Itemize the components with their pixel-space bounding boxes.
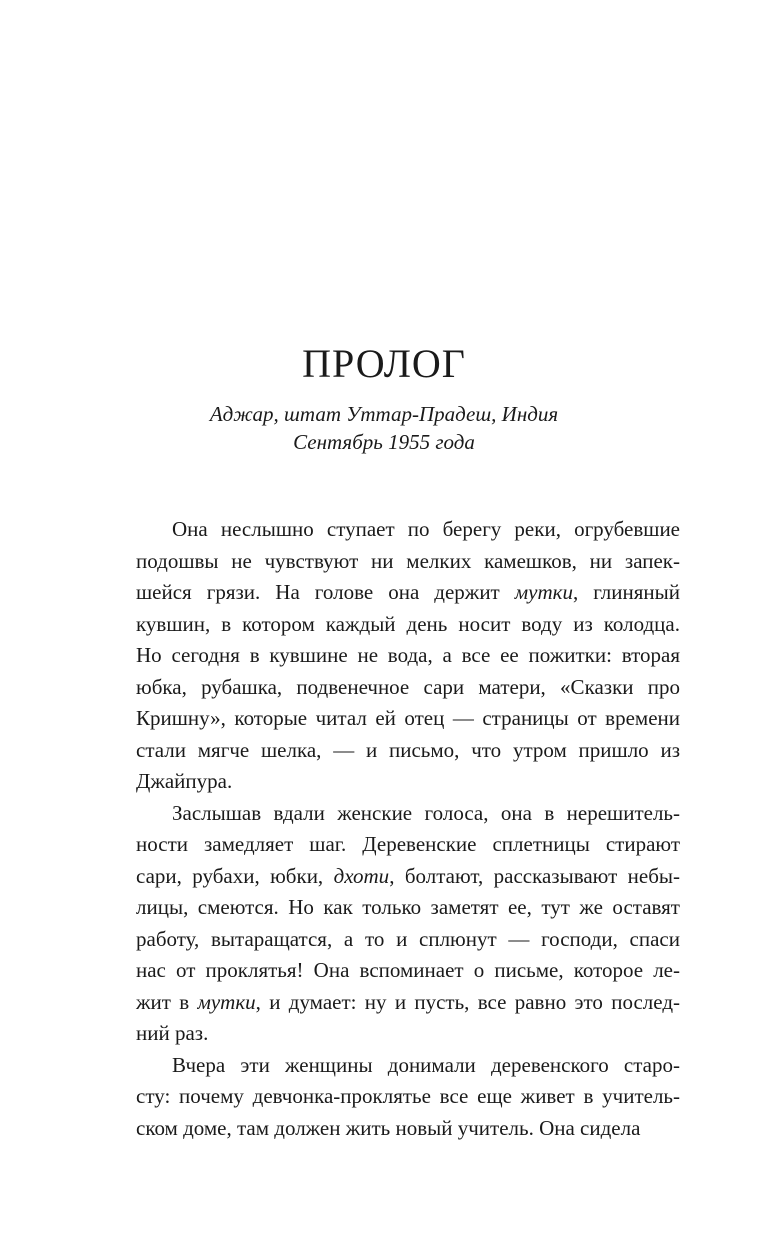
text-line — [136, 798, 680, 830]
text-run: ний раз. — [136, 1021, 209, 1045]
text-line — [136, 892, 680, 924]
text-line — [136, 1018, 680, 1050]
text-run: работу, вытаращатся, а то и сплюнут — господи, спаси — [136, 926, 680, 951]
text-run: Но сегодня в кувшине не вода, а все ее пожитки: вторая — [136, 643, 680, 667]
text-line — [136, 577, 680, 609]
text-line — [136, 1050, 680, 1082]
text-line — [136, 672, 680, 704]
text-run: , болтают, рассказывают небы- — [389, 863, 681, 888]
text-run: Заслышав вдали женские голоса, она в нерешитель- — [172, 800, 680, 825]
text-run: лицы, смеются. Но как только заметят ее, тут же оставят — [136, 895, 680, 919]
text-line — [136, 514, 680, 546]
chapter-date: Сентябрь 1955 года — [293, 430, 475, 454]
text-line — [136, 1113, 680, 1145]
text-run: ском доме, там должен жить новый учитель. Она сидела — [136, 1115, 641, 1140]
paragraph — [136, 1050, 680, 1145]
text-run: Вчера эти женщины донимали деревенского старо- — [172, 1052, 680, 1077]
chapter-location: Аджар, штат Уттар-Прадеш, Индия — [209, 402, 559, 426]
text-line — [136, 640, 680, 672]
text-line — [136, 861, 680, 893]
text-line — [136, 987, 680, 1019]
text-run: юбка, рубашка, подвенечное сари матери, «Сказки про — [136, 674, 680, 699]
text-run: Джайпура. — [136, 769, 233, 793]
text-run: сту: почему девчонка-проклятье все еще живет в учитель- — [136, 1084, 680, 1108]
text-run: , глиняный — [572, 580, 681, 604]
text-line — [136, 735, 680, 767]
text-line — [136, 1081, 680, 1113]
body-text — [136, 514, 680, 1144]
text-line — [136, 703, 680, 735]
text-line — [136, 609, 680, 641]
text-run: жит в — [136, 989, 198, 1014]
text-line — [136, 924, 680, 956]
text-run: шейся грязи. На голове она держит — [136, 580, 515, 604]
chapter-title: ПРОЛОГ — [302, 341, 466, 386]
chapter-epigraph — [0, 400, 768, 456]
text-run: ности замедляет шаг. Деревенские сплетницы стирают — [136, 832, 680, 856]
text-run: нас от проклятья! Она вспоминает о письме, которое ле- — [136, 958, 680, 982]
text-run: Кришну», которые читал ей отец — страницы от времени — [136, 706, 680, 730]
text-run: сари, рубахи, юбки, — [136, 863, 334, 888]
text-line — [136, 546, 680, 578]
paragraph — [136, 514, 680, 798]
text-run: кувшин, в котором каждый день носит воду из колодца. — [136, 611, 680, 636]
text-run: Она неслышно ступает по берегу реки, огрубевшие — [172, 517, 680, 541]
text-line — [136, 829, 680, 861]
paragraph — [136, 798, 680, 1050]
italic-term: мутки — [514, 580, 573, 604]
italic-term: мутки — [197, 989, 256, 1014]
italic-term: дхоти — [333, 863, 390, 888]
text-line — [136, 955, 680, 987]
text-run: подошвы не чувствуют ни мелких камешков, ни запек- — [136, 548, 680, 573]
text-run: стали мягче шелка, — и письмо, что утром пришло из — [136, 737, 680, 762]
text-line — [136, 766, 680, 798]
text-run: , и думает: ну и пусть, все равно это послед- — [255, 989, 680, 1014]
